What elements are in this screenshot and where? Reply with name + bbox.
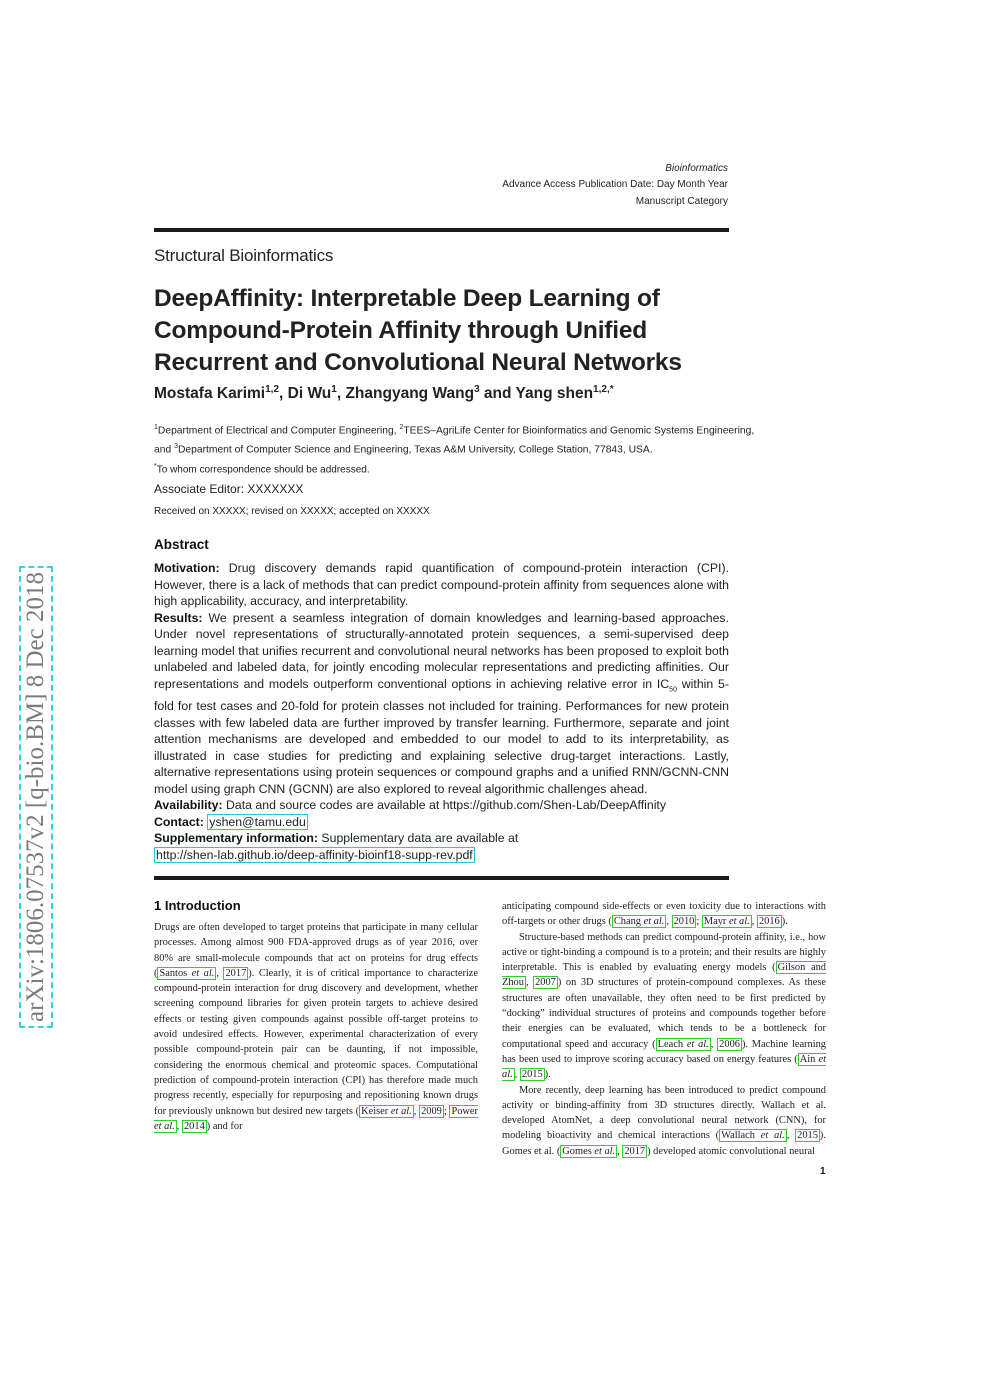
author-affiliation-mark: 1	[331, 384, 337, 395]
citation-etal: et al.	[502, 1053, 827, 1081]
correspondence-text: To whom correspondence should be addressed.	[156, 464, 370, 476]
supplementary-label: Supplementary information:	[154, 831, 318, 846]
author-separator: ,	[336, 385, 346, 403]
paragraph-text: ). Machine learning has been used to improve scoring accuracy based on energy features (	[502, 1038, 826, 1065]
affiliations	[154, 420, 764, 459]
paragraph-text: ) on 3D structures of protein-compound complexes. As these structures are often unavailable, they often need to be first predicted by “docking” individual structures of proteins and compounds together before their energies can be evaluated, which tends to be a bottleneck for computational speed and accuracy (	[502, 977, 826, 1050]
citation-link[interactable]: Gilson and Zhou	[502, 962, 826, 989]
citation-separator: ,	[514, 1069, 520, 1081]
author-affiliation-mark: 1,2,*	[593, 384, 614, 395]
author-name: Mostafa Karimi	[154, 385, 266, 403]
associate-editor: Associate Editor: XXXXXXX	[154, 482, 304, 496]
contact-email-link[interactable]: yshen@tamu.edu	[209, 814, 306, 829]
page-number: 1	[820, 1166, 826, 1177]
citation-separator: ,	[176, 1120, 182, 1132]
author-separator: ,	[279, 385, 288, 403]
abstract-heading: Abstract	[154, 537, 209, 552]
citation-etal: et al.	[728, 916, 750, 928]
citation-year-link[interactable]: 2016	[758, 916, 780, 928]
citation-year-link[interactable]: 2007	[535, 977, 556, 989]
author-name: Yang shen	[515, 385, 594, 403]
citation-year-link[interactable]: 2015	[521, 1069, 543, 1081]
citation-etal: et al.	[594, 1145, 616, 1157]
abstract-rule	[154, 876, 729, 880]
paragraph-text: ) and for	[206, 1120, 243, 1132]
paragraph-text: ).	[544, 1069, 551, 1081]
citation-etal: et al.	[390, 1105, 412, 1117]
citation-link[interactable]	[702, 915, 752, 928]
citation-separator: ,	[216, 967, 224, 979]
citation-year-link[interactable]: 2006	[719, 1038, 740, 1050]
citation-year-link[interactable]: 2014	[183, 1120, 205, 1132]
paragraph-text: More recently, deep learning has been introduced to predict compound activity or binding-affinity from 3D structures directly. Wallach et al. developed AtomNet, a deep convolutional neural network (CNN), for modeling bioactivity and chemical interactions (	[502, 1084, 826, 1142]
citation-separator: ,	[786, 1130, 796, 1142]
paragraph-text: Structure-based methods can predict compound-protein affinity, i.e., how active or tight-binding a compound is to a protein; and their results are highly interpretable. This is enabled by evaluating energy models (	[502, 931, 826, 974]
citation-year-link[interactable]: 2017	[225, 967, 247, 979]
paragraph	[502, 1083, 826, 1159]
availability-text: Data and source codes are available at https://github.com/Shen-Lab/DeepAffinity	[226, 798, 666, 813]
affiliation: Department of Computer Science and Engineering, Texas A&M University, College Station, 77843, USA.	[177, 444, 653, 456]
paragraph-text: ).	[781, 916, 788, 928]
citation-link[interactable]	[560, 1145, 617, 1158]
introduction-left-column	[154, 920, 478, 1134]
citation-link[interactable]	[612, 915, 667, 928]
introduction-heading: 1 Introduction	[154, 898, 241, 913]
author-separator: and	[479, 385, 516, 403]
results-text-continued: within 5-fold for test cases and 20-fold for protein classes not included for training. Performances for new protein classes with few labeled data are further improved by transfer learning. Furthermore, separate and joint attention mechanisms are developed and embedded to our model to add to its interpretability, as illustrated in case studies for predicting and explaining selective drug-target interactions. Lastly, alternative representations using protein sequences or compound graphs and a unified RNN/GCNN-CNN model using graph CNN (GCNN) are also explored to reveal algorithmic challenges ahead.	[154, 676, 729, 796]
citation-separator: ,	[710, 1038, 718, 1050]
paragraph-text: anticipating compound side-effects or even toxicity due to interactions with off-targets or other drugs (	[502, 901, 826, 928]
abstract-results	[154, 610, 729, 798]
paragraph	[154, 920, 478, 1134]
citation-etal: et al.	[191, 967, 215, 979]
affiliation-mark: 2	[399, 424, 404, 431]
correspondence-mark: *	[154, 463, 157, 470]
introduction-right-column	[502, 899, 826, 1159]
citation-author: Santos	[159, 967, 192, 979]
citation-separator: ,	[525, 977, 534, 989]
received-dates: Received on XXXXX; revised on XXXXX; accepted on XXXXX	[154, 506, 430, 517]
citation-etal: et al.	[154, 1120, 175, 1132]
author-list	[154, 384, 614, 403]
citation-separator: ,	[751, 916, 757, 928]
citation-author: Mayr	[703, 916, 729, 928]
citation-year-link[interactable]: 2009	[421, 1105, 442, 1117]
results-label: Results:	[154, 610, 203, 625]
citation-separator: ;	[696, 916, 702, 928]
arxiv-stamp[interactable]: arXiv:1806.07537v2 [q-bio.BM] 8 Dec 2018	[19, 566, 53, 1028]
journal-name: Bioinformatics	[665, 163, 728, 174]
citation-year-link[interactable]: 2015	[797, 1130, 818, 1142]
citation-author: Gomes	[562, 1145, 595, 1157]
affiliation: Department of Electrical and Computer Engineering,	[157, 425, 397, 437]
citation-etal: et al.	[643, 916, 665, 928]
paragraph-text: Drugs are often developed to target proteins that participate in many cellular processes. Among almost 900 FDA-approved drugs as of year 2016, over 80% are small-molecule compounds that act on proteins for drug effects (	[154, 922, 478, 979]
citation-link[interactable]	[656, 1038, 711, 1051]
abstract-supplementary-url	[154, 847, 729, 864]
manuscript-category: Manuscript Category	[635, 196, 728, 207]
publication-line: Advance Access Publication Date: Day Month Year	[502, 179, 728, 190]
paragraph-text: ) developed atomic convolutional neural	[647, 1145, 816, 1157]
author-affiliation-mark: 3	[474, 384, 480, 395]
citation-author: Chang	[613, 916, 644, 928]
abstract-motivation	[154, 560, 729, 610]
motivation-label: Motivation:	[154, 561, 220, 575]
header-rule	[154, 228, 729, 232]
affiliation-mark: 1	[154, 424, 158, 431]
paper-category: Structural Bioinformatics	[154, 246, 334, 265]
affiliation-conjunction: and	[154, 444, 172, 456]
author-affiliation-mark: 1,2	[265, 384, 280, 395]
availability-label: Availability:	[154, 798, 223, 813]
citation-separator: ,	[666, 916, 672, 928]
citation-separator: ,	[413, 1105, 420, 1117]
affiliation-mark: 3	[174, 443, 178, 451]
citation-year-link[interactable]: 2010	[673, 916, 695, 928]
paragraph	[502, 930, 826, 1083]
supplementary-text: Supplementary data are available at	[321, 831, 519, 846]
citation-author: Leach	[657, 1038, 687, 1050]
paragraph	[502, 899, 826, 930]
correspondence-note	[154, 463, 370, 475]
citation-author: Ain	[799, 1053, 819, 1065]
paragraph-text: ). Clearly, it is of critical importance to characterize compound-protein interaction for drug discovery and development, whether screening compound libraries for given protein targets to achieve desired effects or testing given compounds against possible off-target proteins to avoid undesired effects. However, experimental characterization of every possible compound-protein pair can be daunting, if not impossible, considering the enormous chemical and proteomic spaces. Computational prediction of compound-protein interaction (CPI) has therefore made much progress recently, especially for repurposing and repositioning known drugs for previously unknown but desired new targets (	[154, 967, 479, 1117]
results-text: We present a seamless integration of domain knowledges and learning-based approaches. Under novel representations of structurally-annotated protein sequences, a semi-supervised deep learning model that unifies recurrent and convolutional neural networks has been proposed to exploit both unlabeled and labeled data, for jointly encoding molecular representations and predicting affinities. Our representations and models outperform conventional options in achieving relative error in IC	[154, 610, 729, 691]
affiliation: TEES–AgriLife Center for Bioinformatics and Genomic Systems Engineering,	[403, 425, 755, 437]
contact-label: Contact:	[154, 814, 204, 829]
abstract-body	[154, 560, 729, 863]
abstract-supplementary	[154, 830, 729, 847]
citation-link[interactable]	[359, 1105, 414, 1118]
author-name: Zhangyang Wang	[345, 385, 475, 403]
results-subscript: 50	[669, 685, 677, 693]
citation-link[interactable]	[157, 967, 216, 980]
citation-author: Keiser	[361, 1105, 391, 1117]
paragraph-text: ). Gomes et al. (	[502, 1130, 826, 1157]
citation-separator: ,	[617, 1145, 623, 1157]
abstract-contact	[154, 814, 729, 831]
citation-author: Wallach	[721, 1130, 761, 1142]
citation-separator: ;	[443, 1105, 450, 1117]
paper-title: DeepAffinity: Interpretable Deep Learning of Compound-Protein Affinity through Unified Recurrent and Convolutional Neural Networks	[154, 285, 682, 376]
supplementary-url-link[interactable]: http://shen-lab.github.io/deep-affinity-bioinf18-supp-rev.pdf	[156, 847, 473, 862]
citation-etal: et al.	[760, 1130, 785, 1142]
author-name: Di Wu	[287, 385, 332, 403]
citation-link[interactable]	[719, 1129, 787, 1142]
abstract-availability	[154, 797, 729, 814]
citation-etal: et al.	[686, 1038, 709, 1050]
citation-author: Power	[451, 1105, 478, 1117]
motivation-text: Drug discovery demands rapid quantification of compound-protein interaction (CPI). However, there is a lack of methods that can predict compound-protein affinity from sequences alone with high applicability, accuracy, and interpretability.	[154, 561, 729, 608]
citation-year-link[interactable]: 2017	[624, 1145, 646, 1157]
